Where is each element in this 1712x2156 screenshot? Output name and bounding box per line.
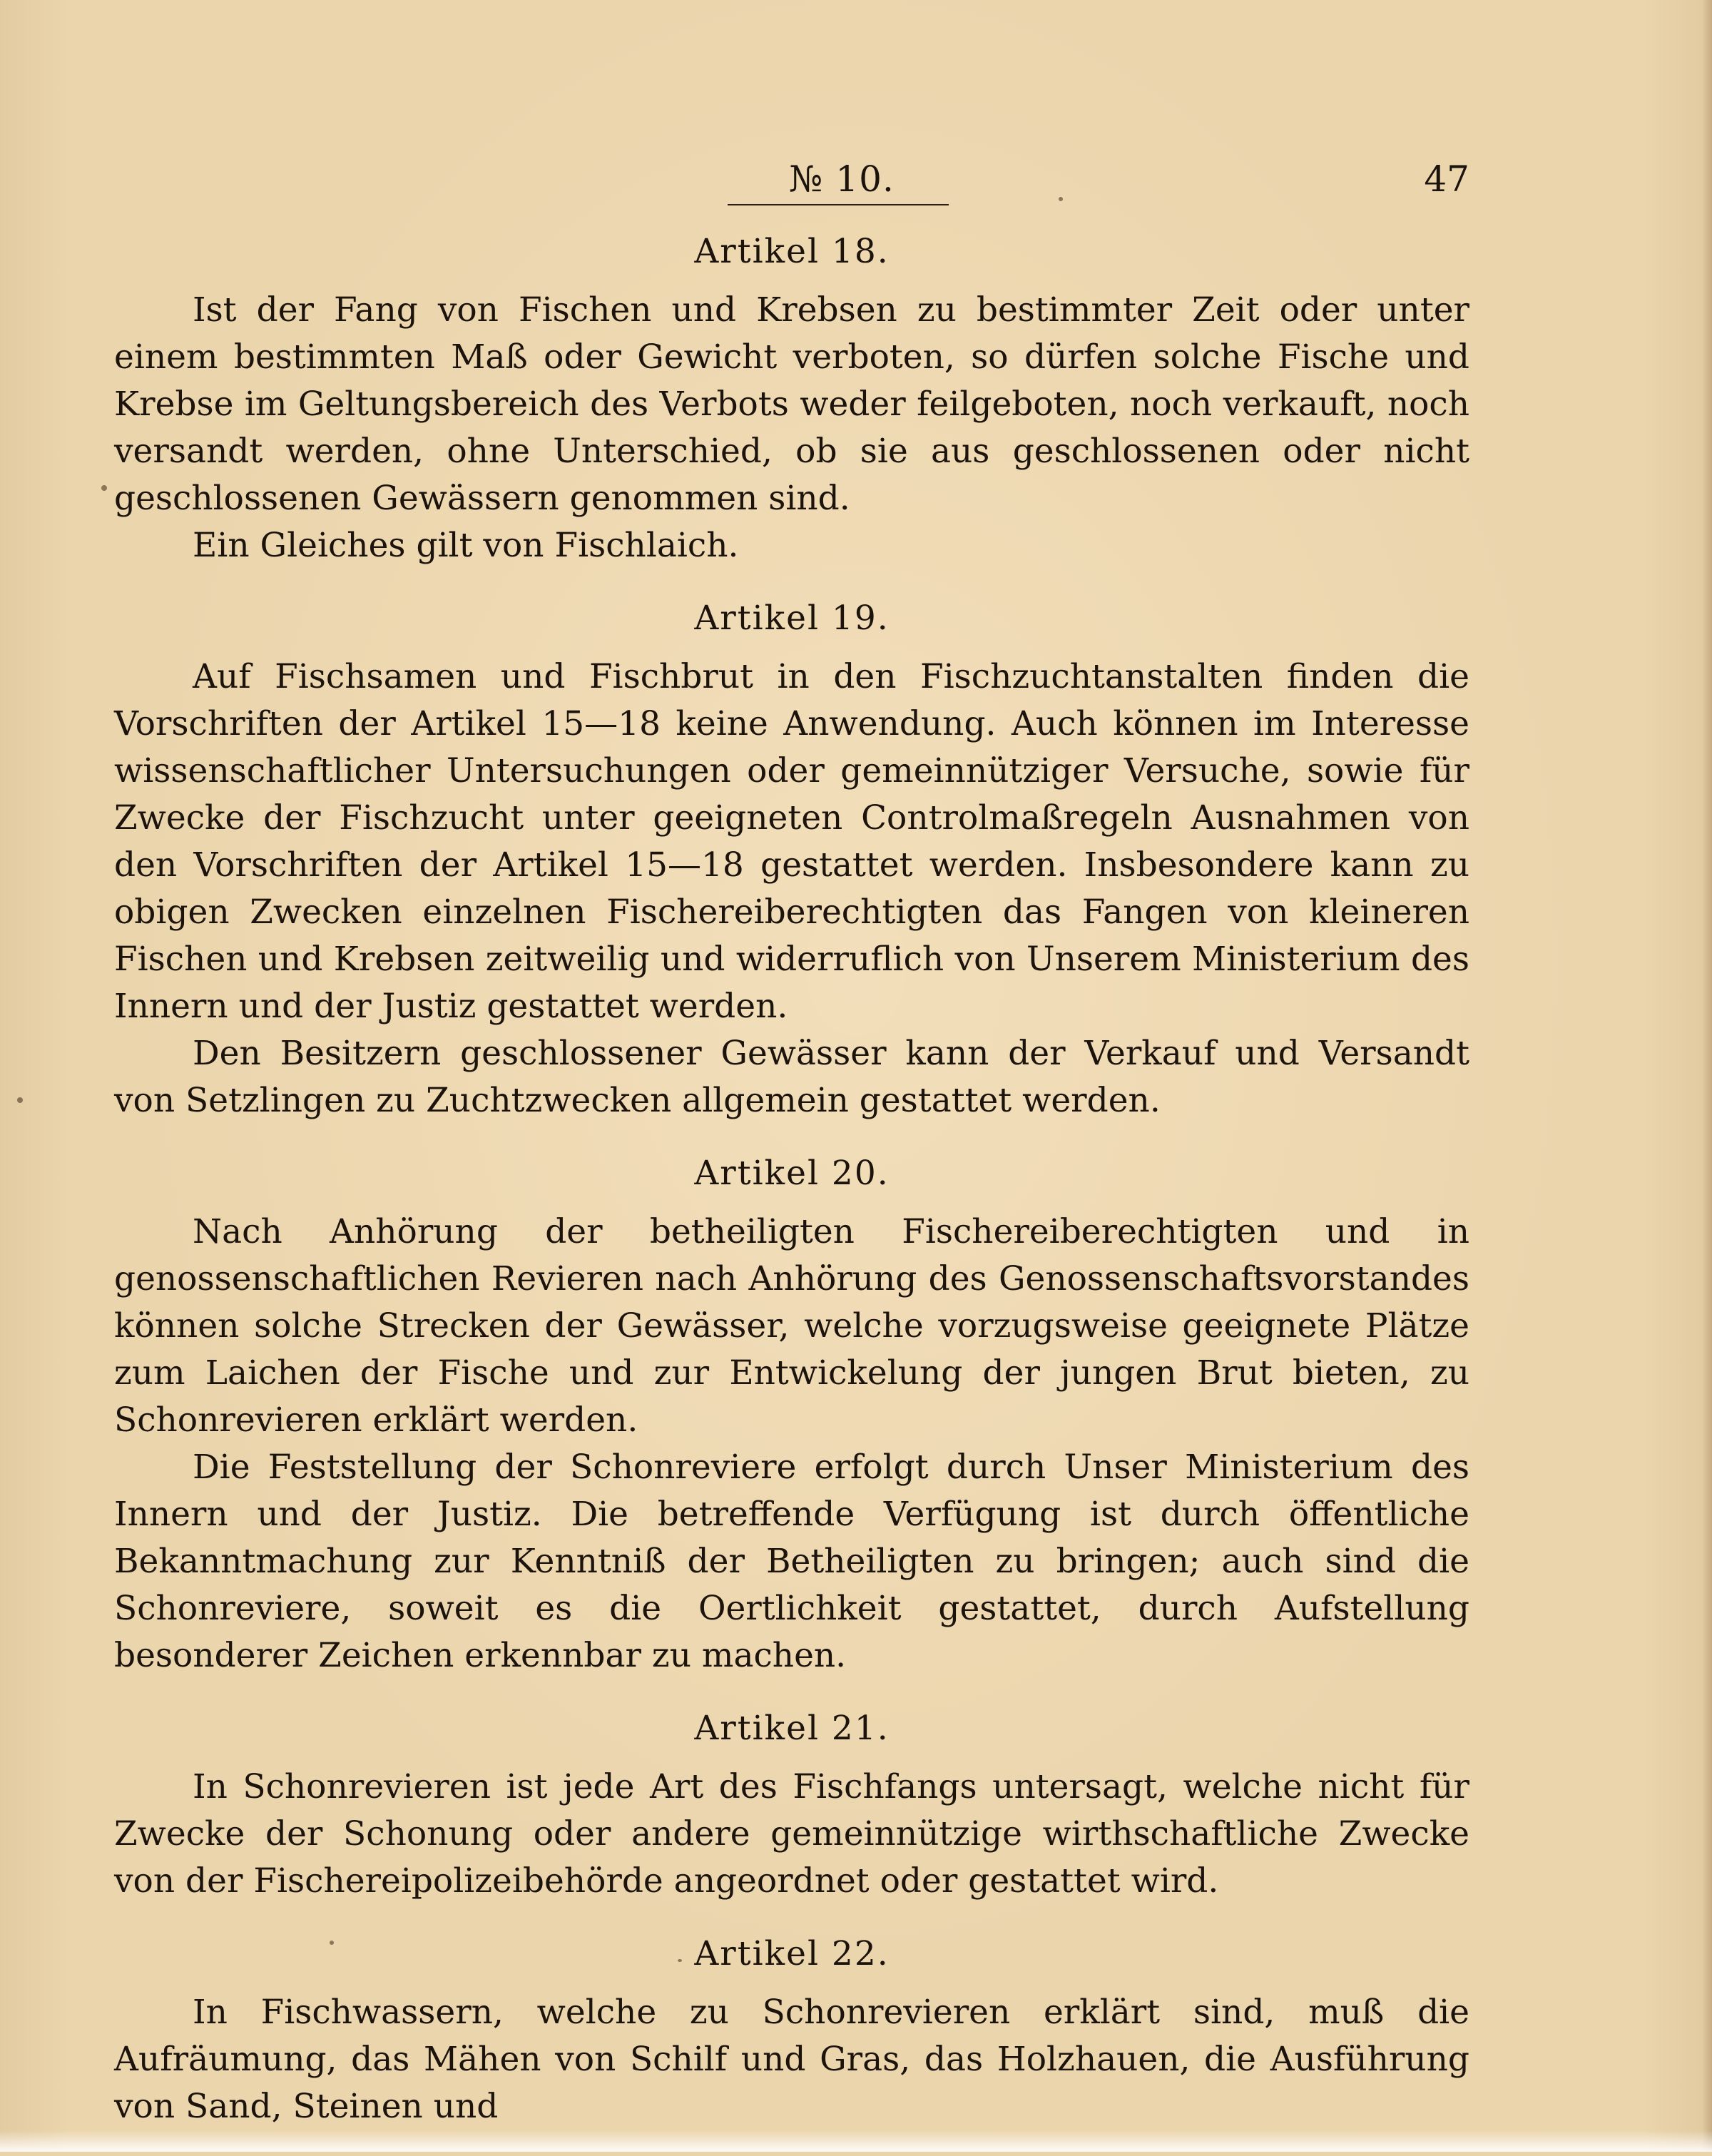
paragraph: Nach Anhörung der betheiligten Fischereiberechtigten und in genossenschaftlichen Revieren nach Anhörung des Genossenschaftsvorstandes können solche Strecken der Gewässer, welche vorzugsweise geeignete Plätze zum Laichen der Fische und zur Entwickelung der jungen Brut bieten, zu Schonrevieren erklärt werden. bbox=[114, 1212, 1469, 1440]
article-22 bbox=[114, 1931, 1469, 2130]
article-18 bbox=[114, 228, 1469, 569]
document-body bbox=[114, 228, 1469, 2156]
article-heading: Artikel 19. bbox=[694, 599, 890, 638]
article-heading: Artikel 18. bbox=[694, 232, 890, 271]
print-speck bbox=[101, 485, 107, 491]
page-edge-shadow bbox=[1702, 0, 1712, 2152]
issue-number: № 10. bbox=[789, 158, 895, 200]
print-speck bbox=[17, 1097, 23, 1103]
article-heading: Artikel 20. bbox=[694, 1154, 890, 1193]
paragraph: In Fischwassern, welche zu Schonrevieren erklärt sind, muß die Aufräumung, das Mähen von Schilf und Gras, das Holzhauen, die Ausführung von Sand, Steinen und bbox=[114, 1993, 1469, 2126]
paragraph: Die Feststellung der Schonreviere erfolgt durch Unser Ministerium des Innern und der Justiz. Die betreffende Verfügung ist durch öffentliche Bekanntmachung zur Kenntniß der Betheiligten zu bringen; auch sind die Schonreviere, soweit es die Oertlichkeit gestattet, durch Aufstellung besonderer Zeichen erkennbar zu machen. bbox=[114, 1448, 1469, 1675]
article-21 bbox=[114, 1705, 1469, 1905]
article-20 bbox=[114, 1150, 1469, 1679]
page-header bbox=[114, 158, 1469, 208]
paragraph: Ist der Fang von Fischen und Krebsen zu bestimmter Zeit oder unter einem bestimmten Maß oder Gewicht verboten, so dürfen solche Fische und Krebse im Geltungsbereich des Verbots weder feilgeboten, noch verkauft, noch versandt werden, ohne Unterschied, ob sie aus geschlossenen oder nicht geschlossenen Gewässern genommen sind. bbox=[114, 290, 1469, 518]
page-number: 47 bbox=[1424, 158, 1469, 200]
paragraph: In Schonrevieren ist jede Art des Fischfangs untersagt, welche nicht für Zwecke der Schonung oder andere gemeinnützige wirthschaftliche Zwecke von der Fischereipolizeibehörde angeordnet oder gestattet wird. bbox=[114, 1767, 1469, 1901]
article-19 bbox=[114, 595, 1469, 1124]
article-heading: Artikel 22. bbox=[694, 1934, 890, 1973]
article-heading: Artikel 21. bbox=[694, 1709, 890, 1748]
paragraph: Ein Gleiches gilt von Fischlaich. bbox=[193, 526, 739, 565]
issue-underline bbox=[728, 204, 949, 205]
paragraph: Auf Fischsamen und Fischbrut in den Fischzuchtanstalten finden die Vorschriften der Artikel 15—18 keine Anwendung. Auch können im Interesse wissenschaftlicher Untersuchungen oder gemeinnütziger Versuche, sowie für Zwecke der Fischzucht unter geeigneten Controlmaßregeln Ausnahmen von den Vorschriften der Artikel 15—18 gestattet werden. Insbesondere kann zu obigen Zwecken einzelnen Fischereiberechtigten das Fangen von kleineren Fischen und Krebsen zeitweilig und widerruflich von Unserem Ministerium des Innern und der Justiz gestattet werden. bbox=[114, 657, 1469, 1026]
paragraph: Den Besitzern geschlossener Gewässer kann der Verkauf und Versandt von Setzlingen zu Zuchtzwecken allgemein gestattet werden. bbox=[114, 1034, 1469, 1120]
